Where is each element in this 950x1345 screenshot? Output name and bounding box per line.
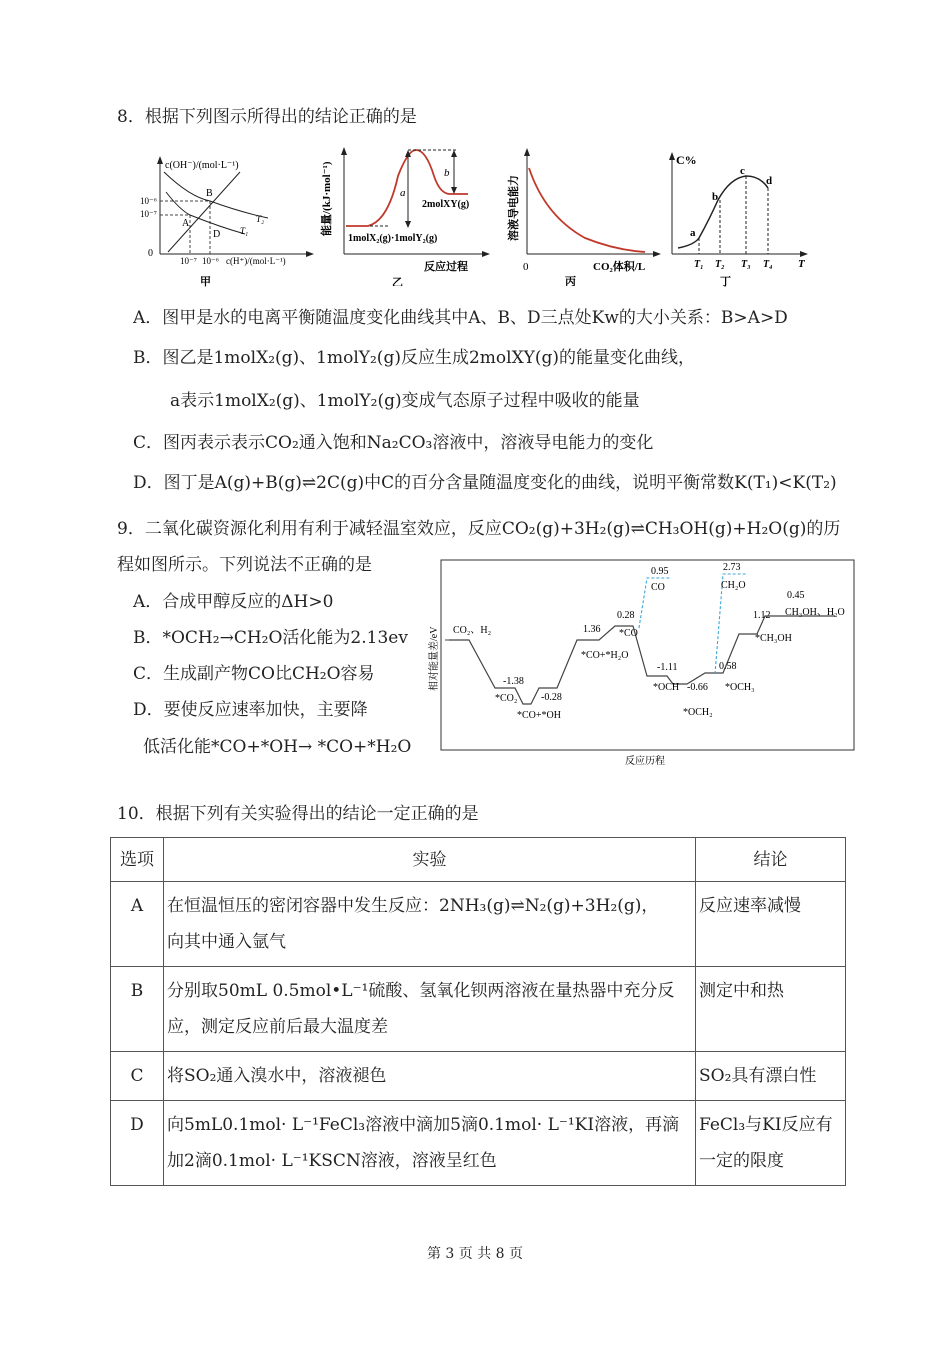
- q9-option-b: B．*OCH₂→CH₂O活化能为2.13ev: [133, 628, 408, 648]
- q8-option-a: A．图甲是水的电离平衡随温度变化曲线其中A、B、D三点处Kw的大小关系：B>A>D: [133, 308, 788, 328]
- bing-caption: 丙: [565, 276, 576, 286]
- ding-xlabel: T: [798, 258, 805, 270]
- row-conclusion: FeCl₃与KI反应有 一定的限度: [696, 1101, 846, 1186]
- ding-tick-t4: T₄: [763, 259, 773, 270]
- ding-point-a: a: [690, 227, 696, 239]
- page-footer: 第 3 页 共 8 页: [426, 1246, 524, 1262]
- table-row: [111, 1101, 846, 1186]
- chart-value-4: 0.28: [617, 610, 635, 621]
- q9-option-c: C．生成副产物CO比CH₂O容易: [133, 664, 375, 684]
- chart-species-co-ads: *CO: [619, 628, 638, 639]
- figure-jia: [140, 152, 320, 292]
- chart-species-co2-ads: *CO₂: [495, 693, 518, 704]
- chart-value-1: -1.38: [503, 676, 524, 687]
- row-experiment: 在恒温恒压的密闭容器中发生反应：2NH₃(g)⇌N₂(g)+3H₂(g)， 向其中通入氩气: [164, 882, 696, 967]
- chart-value-9: 0.58: [719, 661, 737, 672]
- q8-option-b-cont: a表示1molX₂(g)、1molY₂(g)变成气态原子过程中吸收的能量: [170, 391, 640, 411]
- bing-ylabel: 溶液导电能力: [508, 175, 520, 241]
- energy-profile-chart: [425, 556, 860, 771]
- chart-value-10: 1.12: [753, 610, 771, 621]
- ding-tick-t1: T₁: [694, 259, 704, 270]
- yi-reactants: 1molX₂(g)·1molY₂(g): [348, 233, 438, 244]
- chart-species-products: CH₃OH、H₂O: [785, 607, 845, 618]
- jia-xtick-2: 10⁻⁶: [202, 256, 219, 266]
- jia-xtick-1: 10⁻⁷: [180, 256, 197, 266]
- figure-bing: [505, 146, 665, 286]
- yi-caption: 乙: [392, 277, 403, 286]
- ding-point-d: d: [766, 175, 773, 187]
- q9-option-d-cont: 低活化能*CO+*OH→ *CO+*H₂O: [143, 737, 412, 757]
- chart-value-3: 1.36: [583, 624, 601, 635]
- row-option: C: [111, 1052, 164, 1101]
- row-experiment: 分别取50mL 0.5mol•L⁻¹硫酸、氢氧化钡两溶液在量热器中充分反 应，测定反应前后最大温度差: [164, 967, 696, 1052]
- row-conclusion: 测定中和热: [696, 967, 846, 1052]
- jia-curve-t1: T₁: [240, 226, 249, 236]
- jia-curve-t2: T₂: [256, 214, 265, 224]
- chart-species-och2: *OCH₂: [683, 707, 713, 718]
- yi-xlabel: 反应过程: [424, 261, 468, 273]
- table-row: [111, 967, 846, 1052]
- row-experiment: 向5mL0.1mol· L⁻¹FeCl₃溶液中滴加5滴0.1mol· L⁻¹KI溶液，再滴 加2滴0.1mol· L⁻¹KSCN溶液，溶液呈红色: [164, 1101, 696, 1186]
- chart-value-2: -0.28: [541, 692, 562, 703]
- figure-ding: [664, 150, 824, 290]
- q8-option-b: B．图乙是1molX₂(g)、1molY₂(g)反应生成2molXY(g)的能量变化曲线，: [133, 348, 696, 368]
- ding-tick-t2: T₂: [715, 259, 725, 270]
- chart-value-11: 0.45: [787, 590, 805, 601]
- header-experiment: 实验: [164, 838, 696, 882]
- chart-species-och: *OCH: [653, 682, 680, 693]
- chart-xlabel: 反应历程: [625, 756, 665, 767]
- chart-value-5: 0.95: [651, 566, 669, 577]
- figure-yi: [318, 146, 498, 286]
- ding-tick-t3: T₃: [741, 259, 751, 270]
- jia-origin: 0: [148, 248, 153, 259]
- jia-point-b: B: [206, 188, 213, 199]
- chart-species-co-oh: *CO+*OH: [517, 710, 561, 721]
- chart-frame: [441, 560, 854, 750]
- experiment-table: [110, 837, 846, 1186]
- row-option: D: [111, 1101, 164, 1186]
- ding-caption: 丁: [720, 276, 731, 288]
- bing-origin: 0: [523, 261, 529, 273]
- chart-value-6: -1.11: [657, 662, 678, 673]
- yi-ylabel: 能量/(kJ·mol⁻¹): [321, 161, 333, 236]
- yi-label-b: b: [444, 167, 450, 179]
- jia-point-d: D: [213, 229, 221, 240]
- q10-stem: 10．根据下列有关实验得出的结论一定正确的是: [117, 804, 479, 824]
- row-conclusion: SO₂具有漂白性: [696, 1052, 846, 1101]
- bing-xlabel: CO₂体积/L: [593, 261, 646, 273]
- q8-option-c: C．图丙表示表示CO₂通入饱和Na₂CO₃溶液中，溶液导电能力的变化: [133, 433, 654, 453]
- header-option: 选项: [111, 838, 164, 882]
- chart-species-ch3oh-ads: *CH₃OH: [755, 633, 792, 644]
- row-option: B: [111, 967, 164, 1052]
- q9-option-d: D．要使反应速率加快，主要降: [133, 700, 368, 720]
- table-row: [111, 1052, 846, 1101]
- jia-caption: 甲: [200, 276, 211, 288]
- jia-xlabel: c(H⁺)/(mol·L⁻¹): [226, 256, 286, 266]
- q9-stem-2: 程如图所示。下列说法不正确的是: [117, 555, 372, 575]
- jia-ytick-1: 10⁻⁶: [140, 196, 157, 206]
- ding-ylabel: C%: [676, 153, 697, 167]
- row-experiment: 将SO₂通入溴水中，溶液褪色: [164, 1052, 696, 1101]
- yi-product: 2molXY(g): [422, 199, 470, 210]
- chart-ylabel: 相对能量差/eV: [429, 626, 440, 691]
- chart-species-co2-h2: CO₂、H₂: [453, 625, 492, 636]
- ding-point-b: b: [712, 191, 719, 203]
- chart-species-ch2o-gas: CH₂O: [721, 580, 746, 591]
- chart-value-7: -0.66: [687, 682, 708, 693]
- yi-label-a: a: [400, 187, 406, 199]
- q9-option-a: A．合成甲醇反应的ΔH>0: [133, 592, 334, 612]
- table-header-row: [111, 838, 846, 882]
- ding-point-c: c: [740, 165, 745, 177]
- chart-species-co-h2o: *CO+*H₂O: [581, 650, 629, 661]
- row-option: A: [111, 882, 164, 967]
- chart-value-8: 2.73: [723, 562, 741, 573]
- row-conclusion: 反应速率减慢: [696, 882, 846, 967]
- jia-ylabel: c(OH⁻)/(mol·L⁻¹): [165, 160, 239, 171]
- chart-species-och3: *OCH₃: [725, 682, 755, 693]
- chart-main-path: [449, 616, 835, 704]
- chart-species-co-gas: CO: [651, 582, 665, 593]
- jia-point-a: A: [182, 218, 190, 229]
- q9-stem-1: 9．二氧化碳资源化利用有利于减轻温室效应，反应CO₂(g)+3H₂(g)⇌CH₃OH(g)+H₂O(g)的历: [117, 519, 841, 539]
- q8-option-d: D．图丁是A(g)+B(g)⇌2C(g)中C的百分含量随温度变化的曲线，说明平衡常数K(T₁)<K(T₂): [133, 473, 837, 493]
- q8-stem: 8．根据下列图示所得出的结论正确的是: [117, 107, 417, 127]
- table-row: [111, 882, 846, 967]
- header-conclusion: 结论: [696, 838, 846, 882]
- jia-ytick-2: 10⁻⁷: [140, 209, 157, 219]
